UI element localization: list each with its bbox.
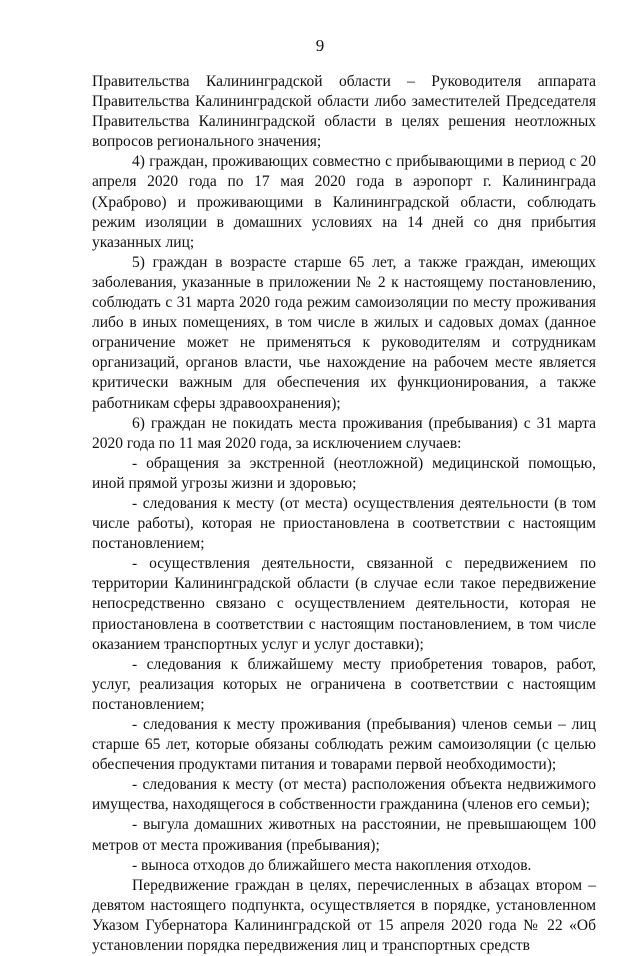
list-item-waste-disposal: - выноса отходов до ближайшего места накопления отходов. xyxy=(132,856,532,874)
page-number: 9 xyxy=(315,36,325,55)
list-item-pet-walking: - выгула домашних животных на расстоянии, не превышающем 100 метров от места проживания (пребывания); xyxy=(92,816,596,854)
list-item-work-commute: - следования к месту (от места) осуществления деятельности (в том числе работы), которая не приостановлена в соответствии с настоящим постановлением; xyxy=(92,494,596,553)
paragraph-continuation: Правительства Калининградской области – Руководителя аппарата Правительства Калининградской области либо заместителей Председателя Правительства Калининградской области в целях решения неотложных вопросов регионального значения; xyxy=(92,73,596,151)
paragraph-item-4: 4) граждан, проживающих совместно с прибывающими в период с 20 апреля 2020 года по 17 мая 2020 года в аэропорт г. Калининграда (Храброво) и проживающими в Калининградской области, соблюдать режим изоляции в домашних условиях на 14 дней со дня прибытия указанных лиц; xyxy=(92,153,596,251)
document-body xyxy=(92,72,596,956)
list-item-property: - следования к месту (от места) расположения объекта недвижимого имущества, находящегося в собственности гражданина (членов его семьи); xyxy=(92,776,596,814)
list-item-work-movement: - осуществления деятельности, связанной с передвижением по территории Калининградской области (в случае если такое передвижение непосредственно связано с осуществлением деятельности, которая не приостановлена в соответствии с настоящим постановлением, в том числе оказанием транспортных услуг и услуг доставки); xyxy=(92,555,596,653)
paragraph-movement-order: Передвижение граждан в целях, перечисленных в абзацах втором – девятом настоящего подпункта, осуществляется в порядке, установленном Указом Губернатора Калининградской от 15 апреля 2020 года № 22 «Об установлении порядка передвижения лиц и транспортных средств xyxy=(92,876,596,955)
list-item-shopping: - следования к ближайшему месту приобретения товаров, работ, услуг, реализация которых не ограничена в соответствии с настоящим постановлением; xyxy=(92,655,596,713)
list-item-medical-help: - обращения за экстренной (неотложной) медицинской помощью, иной прямой угрозы жизни и здоровью; xyxy=(92,454,596,492)
paragraph-item-5: 5) граждан в возрасте старше 65 лет, а также граждан, имеющих заболевания, указанные в приложении № 2 к настоящему постановлению, соблюдать с 31 марта 2020 года режим самоизоляции по месту проживания либо в иных помещениях, в том числе в жилых и садовых домах (данное ограничение может не применяться к руководителям и сотрудникам организаций, органов власти, чье нахождение на рабочем месте является критически важным для обеспечения их функционирования, а также работникам сферы здравоохранения); xyxy=(92,253,596,412)
list-item-family-care: - следования к месту проживания (пребывания) членов семьи – лиц старше 65 лет, которые обязаны соблюдать режим самоизоляции (с целью обеспечения продуктами питания и товарами первой необходимости); xyxy=(92,716,596,774)
paragraph-item-6: 6) граждан не покидать места проживания (пребывания) с 31 марта 2020 года по 11 мая 2020 года, за исключением случаев: xyxy=(92,414,596,452)
